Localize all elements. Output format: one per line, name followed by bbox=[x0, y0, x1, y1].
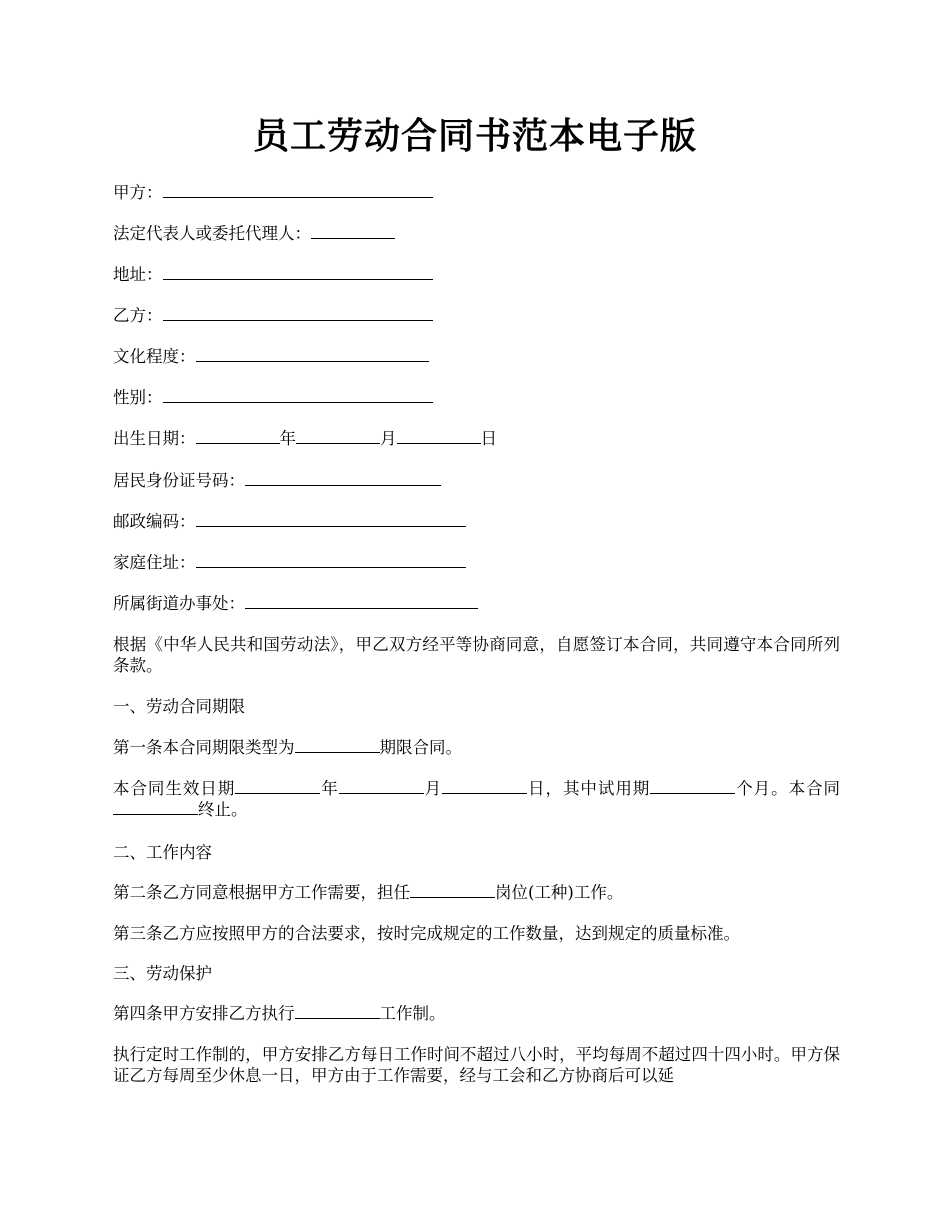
address-label: 地址： bbox=[113, 265, 163, 284]
home-address-field bbox=[113, 552, 466, 574]
birth-date-field bbox=[113, 428, 497, 450]
article-4-text-b: 工作制。 bbox=[379, 1004, 446, 1023]
section-2-heading: 二、工作内容 bbox=[113, 843, 212, 862]
party-a-label: 甲方： bbox=[113, 183, 163, 202]
working-hours-paragraph: 执行定时工作制的，甲方安排乙方每日工作时间不超过八小时，平均每周不超过四十四小时。甲方保证乙方每周至少休息一日，甲方由于工作需要，经与工会和乙方协商后可以延 bbox=[113, 1045, 840, 1085]
section-3-heading: 三、劳动保护 bbox=[113, 964, 212, 983]
gender-label: 性别： bbox=[113, 388, 163, 407]
id-number-label: 居民身份证号码： bbox=[113, 471, 245, 490]
article-2-text-b: 岗位(工种)工作。 bbox=[495, 883, 624, 902]
termination-blank[interactable] bbox=[113, 799, 198, 815]
birth-month-unit: 月 bbox=[380, 429, 397, 448]
postcode-field bbox=[113, 511, 466, 533]
birth-year-blank[interactable] bbox=[196, 428, 280, 444]
section-1-heading: 一、劳动合同期限 bbox=[113, 697, 245, 716]
street-office-label: 所属街道办事处： bbox=[113, 594, 245, 613]
gender-blank[interactable] bbox=[163, 387, 433, 403]
article-1-text-a: 第一条本合同期限类型为 bbox=[113, 738, 295, 757]
birth-month-blank[interactable] bbox=[296, 428, 380, 444]
effective-day-text: 日，其中试用期 bbox=[527, 779, 651, 798]
intro-paragraph: 根据《中华人民共和国劳动法》，甲乙双方经平等协商同意，自愿签订本合同，共同遵守本合同所列条款。 bbox=[113, 635, 840, 675]
birth-day-unit: 日 bbox=[480, 429, 497, 448]
birth-label: 出生日期： bbox=[113, 429, 196, 448]
address-blank[interactable] bbox=[163, 264, 433, 280]
party-a-blank[interactable] bbox=[163, 182, 433, 198]
article-2-text-a: 第二条乙方同意根据甲方工作需要，担任 bbox=[113, 883, 410, 902]
party-b-blank[interactable] bbox=[163, 305, 433, 321]
work-system-blank[interactable] bbox=[295, 1003, 380, 1019]
effective-text-a: 本合同生效日期 bbox=[113, 779, 236, 798]
article-1 bbox=[113, 737, 462, 759]
id-number-blank[interactable] bbox=[245, 470, 441, 486]
home-address-label: 家庭住址： bbox=[113, 553, 196, 572]
effective-month-unit: 月 bbox=[423, 779, 443, 798]
effective-text-b: 个月。本合同 bbox=[735, 779, 841, 798]
article-2 bbox=[113, 882, 623, 904]
education-label: 文化程度： bbox=[113, 347, 196, 366]
street-office-blank[interactable] bbox=[245, 593, 478, 609]
effective-year-unit: 年 bbox=[320, 779, 339, 798]
party-a-field bbox=[113, 182, 433, 204]
postcode-blank[interactable] bbox=[196, 511, 466, 527]
education-blank[interactable] bbox=[196, 346, 429, 362]
legal-rep-field bbox=[113, 223, 395, 245]
contract-type-blank[interactable] bbox=[295, 737, 380, 753]
legal-rep-label: 法定代表人或委托代理人： bbox=[113, 224, 311, 243]
article-4-text-a: 第四条甲方安排乙方执行 bbox=[113, 1004, 295, 1023]
party-b-field bbox=[113, 305, 433, 327]
effective-text-c: 终止。 bbox=[198, 800, 248, 819]
probation-months-blank[interactable] bbox=[650, 778, 735, 794]
birth-day-blank[interactable] bbox=[397, 428, 481, 444]
street-office-field bbox=[113, 593, 478, 615]
birth-year-unit: 年 bbox=[279, 429, 296, 448]
home-address-blank[interactable] bbox=[196, 552, 466, 568]
effective-date-paragraph bbox=[113, 778, 840, 820]
gender-field bbox=[113, 387, 433, 409]
article-1-text-b: 期限合同。 bbox=[379, 738, 462, 757]
article-4 bbox=[113, 1003, 446, 1025]
party-b-label: 乙方： bbox=[113, 306, 163, 325]
legal-rep-blank[interactable] bbox=[311, 223, 395, 239]
education-field bbox=[113, 346, 429, 368]
document-title: 员工劳动合同书范本电子版 bbox=[252, 115, 697, 157]
position-blank[interactable] bbox=[410, 882, 495, 898]
id-number-field bbox=[113, 470, 441, 492]
effective-month-blank[interactable] bbox=[339, 778, 424, 794]
address-field bbox=[113, 264, 433, 286]
postcode-label: 邮政编码： bbox=[113, 512, 196, 531]
article-3: 第三条乙方应按照甲方的合法要求，按时完成规定的工作数量，达到规定的质量标准。 bbox=[113, 924, 740, 943]
effective-day-blank[interactable] bbox=[442, 778, 527, 794]
effective-year-blank[interactable] bbox=[235, 778, 320, 794]
